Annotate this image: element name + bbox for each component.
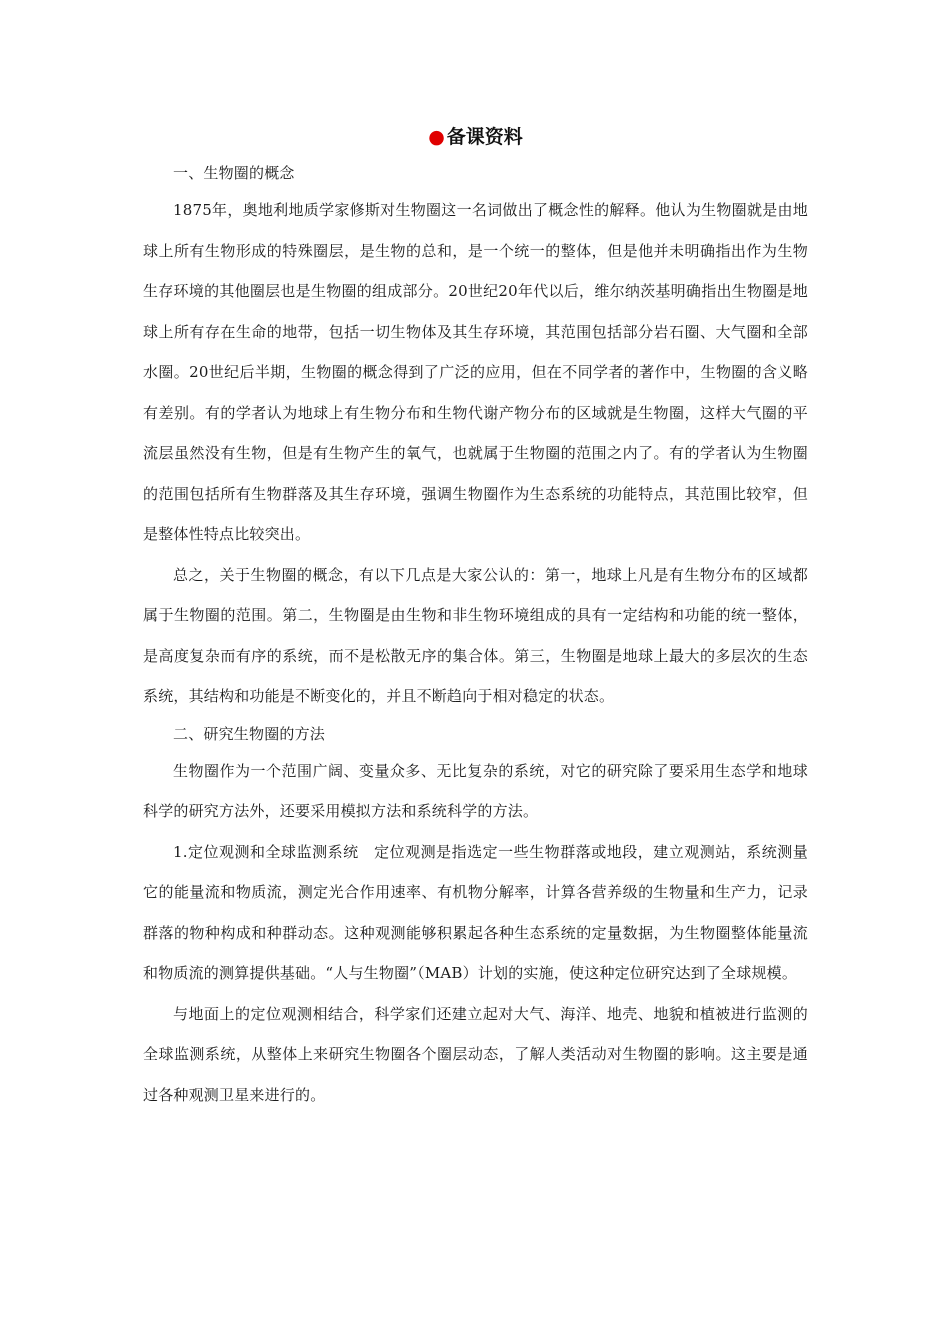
paragraph-methods-intro: 生物圈作为一个范围广阔、变量众多、无比复杂的系统，对它的研究除了要采用生态学和地球科学的研究方法外，还要采用模拟方法和系统科学的方法。	[143, 761, 808, 820]
section-heading-concept: 一、生物圈的概念	[173, 164, 295, 182]
title-text: 备课资料	[446, 126, 523, 148]
document-title	[143, 118, 808, 156]
section-heading-methods: 二、研究生物圈的方法	[173, 724, 326, 743]
paragraph-fixed-observation: 1.定位观测和全球监测系统 定位观测是指选定一些生物群落或地段，建立观测站，系统测量它的能量流和物质流，测定光合作用速率、有机物分解率，计算各营养级的生物量和生产力，记录群落的物种构成和种群动态。这种观测能够积累起各种生态系统的定量数据，为生物圈整体能量流和物质流的测算提供基础。“人与生物圈”（MAB）计划的实施，使这种定位研究达到了全球规模。	[143, 842, 808, 982]
paragraph-global-monitoring: 与地面上的定位观测相结合，科学家们还建立起对大气、海洋、地壳、地貌和植被进行监测的全球监测系统，从整体上来研究生物圈各个圈层动态，了解人类活动对生物圈的影响。这主要是通过各种观测卫星来进行的。	[143, 1004, 808, 1104]
document-body	[143, 118, 808, 1115]
paragraph-consensus: 总之，关于生物圈的概念，有以下几点是大家公认的：第一，地球上凡是有生物分布的区域都属于生物圈的范围。第二，生物圈是由生物和非生物环境组成的具有一定结构和功能的统一整体，是高度复杂而有序的系统，而不是松散无序的集合体。第三，生物圈是地球上最大的多层次的生态系统，其结构和功能是不断变化的，并且不断趋向于相对稳定的状态。	[143, 565, 808, 705]
red-bullet-icon: ●	[428, 126, 445, 148]
paragraph-history: 1875年，奥地利地质学家修斯对生物圈这一名词做出了概念性的解释。他认为生物圈就是由地球上所有生物形成的特殊圈层，是生物的总和，是一个统一的整体，但是他并未明确指出作为生物生存环境的其他圈层也是生物圈的组成部分。20世纪20年代以后，维尔纳茨基明确指出生物圈是地球上所有存在生命的地带，包括一切生物体及其生存环境，其范围包括部分岩石圈、大气圈和全部水圈。20世纪后半期，生物圈的概念得到了广泛的应用，但在不同学者的著作中，生物圈的含义略有差别。有的学者认为地球上有生物分布和生物代谢产物分布的区域就是生物圈，这样大气圈的平流层虽然没有生物，但是有生物产生的氧气，也就属于生物圈的范围之内了。有的学者认为生物圈的范围包括所有生物群落及其生存环境，强调生物圈作为生态系统的功能特点，其范围比较窄，但是整体性特点比较突出。	[143, 201, 808, 543]
